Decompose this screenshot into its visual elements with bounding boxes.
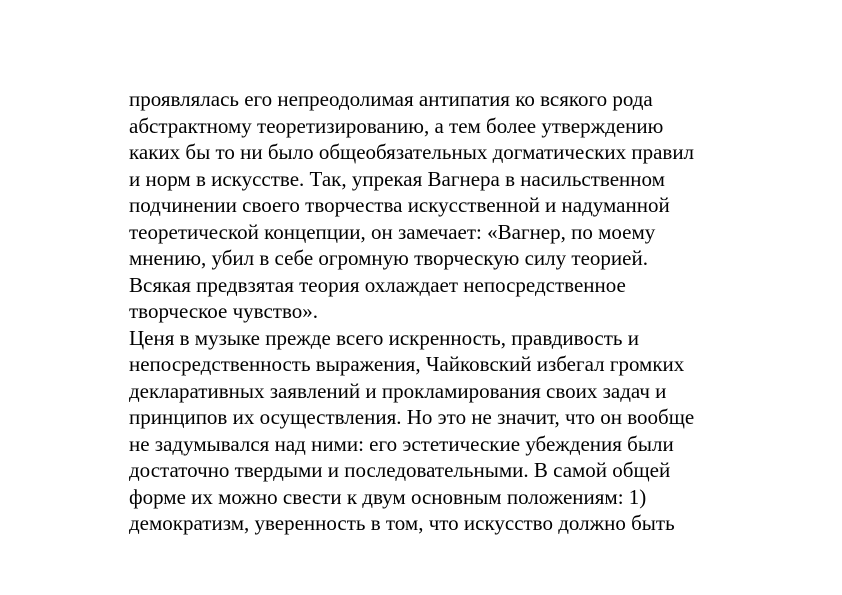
body-text: [129, 86, 749, 537]
text-line: демократизм, уверенность в том, что искусство должно быть: [129, 511, 675, 535]
text-line: непосредственность выражения, Чайковский избегал громких: [129, 352, 685, 376]
text-line: каких бы то ни было общеобязательных догматических правил: [129, 140, 695, 164]
text-line: декларативных заявлений и прокламирования своих задач и: [129, 378, 667, 403]
text-line: и норм в искусстве. Так, упрекая Вагнера в насильственном: [129, 166, 665, 191]
text-line: теоретической концепции, он замечает: «Вагнер, по моему: [129, 219, 656, 244]
text-line: абстрактному теоретизированию, а тем более утверждению: [129, 113, 664, 138]
text-line: Ценя в музыке прежде всего искренность, правдивость и: [129, 325, 639, 350]
text-line: мнению, убил в себе огромную творческую силу теорией.: [129, 246, 648, 270]
text-line: творческое чувство».: [129, 299, 318, 323]
text-line: не задумывался над ними: его эстетические убеждения были: [129, 431, 674, 456]
text-line: Всякая предвзятая теория охлаждает непосредственное: [129, 272, 626, 297]
text-line: форме их можно свести к двум основным положениям: 1): [129, 484, 647, 509]
text-line: принципов их осуществления. Но это не значит, что он вообще: [129, 405, 695, 429]
text-line: проявлялась его непреодолимая антипатия ко всякого рода: [129, 87, 653, 111]
text-line: подчинении своего творчества искусственной и надуманной: [129, 193, 670, 217]
text-line: достаточно твердыми и последовательными. В самой общей: [129, 458, 671, 482]
